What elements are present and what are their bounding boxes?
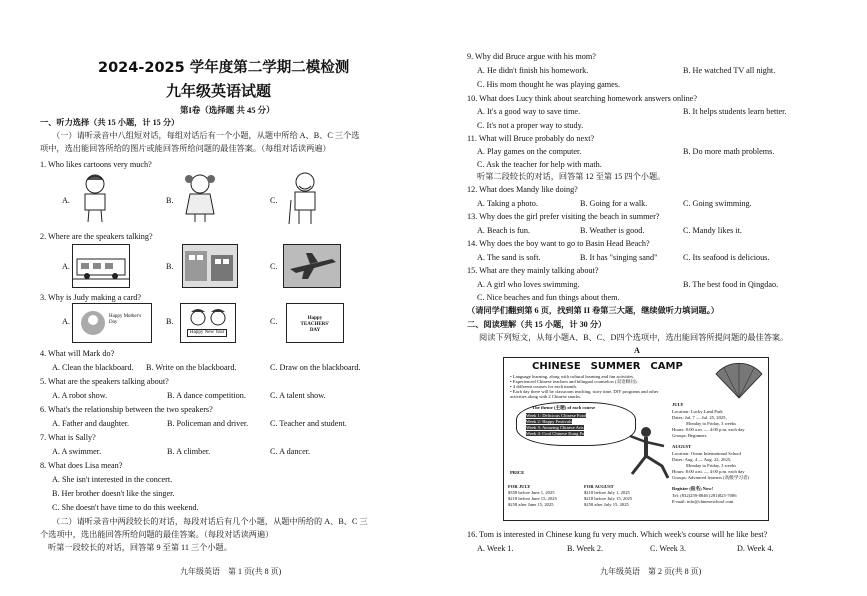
august-price-1: $218 before July 1, 2025 [584,490,630,495]
q16-option-a: A. Week 1. [477,544,514,553]
part2-intro: （二）请听录音中两段较长的对话，每段对话后有几个小题，从题中所给的 A、B、C 三 [52,517,368,526]
q12-option-a: A. Taking a photo. [477,199,538,208]
summer-camp-ad [503,357,769,521]
week-3: Week 3: Amazing Chinese Arts [526,425,584,430]
question-1: 1. Who likes cartoons very much? [40,160,152,169]
august-hours: Hours: 8:00 a.m. — 4:00 p.m. each day [672,469,745,474]
q8-option-a: A. She isn't interested in the concert. [52,475,173,484]
mothers-day-card-text: Happy Mother's Day [109,314,142,325]
part2-intro-2: 个选项中，选出能回答所给问题的最佳答案。（每段对话读两遍） [40,530,274,539]
chinese-fan-icon [714,360,764,400]
question-14: 14. Why does the boy want to go to Basin Head Beach? [467,239,650,248]
q11-option-a: A. Play games on the computer. [477,147,582,156]
question-15: 15. What are they mainly talking about? [467,266,599,275]
for-july-label: FOR JULY [508,484,531,489]
question-11: 11. What will Bruce probably do next? [467,134,595,143]
q7-option-c: C. A dancer. [270,447,311,456]
q8-option-b: B. Her brother doesn't like the singer. [52,489,175,498]
q2-label-c: C. [270,262,278,271]
turn-page-note: （请同学们翻到第 6 页，找到第 II 卷第三大题，继续做听力填词题。） [467,306,719,315]
question-3: 3. Why is Judy making a card? [40,293,142,302]
q9-option-c: C. His mom thought he was playing games. [477,80,621,89]
listening-heading: 一、听力选择（共 15 小题，计 15 分） [40,118,180,127]
market-street-image [182,244,238,288]
exam-main-title: 九年级英语试题 [166,82,272,100]
q14-option-c: C. Its seafood is delicious. [683,253,770,262]
july-label: JULY [672,402,684,407]
q7-option-b: B. A climber. [167,447,211,456]
part2-note-2: 听第二段较长的对话，回答第 12 至第 15 四个小题。 [477,172,666,181]
august-price-2: $218 before July 15, 2025 [584,496,633,501]
july-price-1: $358 before June 1, 2025 [508,490,555,495]
q14-option-b: B. It has "singing sand" [580,253,658,262]
q13-option-b: B. Weather is good. [580,226,645,235]
week-1: Week 1: Delicious Chinese Food [526,413,587,418]
july-hours: Hours: 8:00 a.m. — 4:00 p.m. each day [672,427,745,432]
q4-option-c: C. Draw on the blackboard. [270,363,361,372]
question-9: 9. Why did Bruce argue with his mom? [467,52,596,61]
part1-intro: （一）请听录音中八组短对话，每组对话后有一个小题，从题中所给 A、B、C 三个选 [52,131,360,140]
camp-bullet-4: • Each day there will be classroom teaching, story time, DIY programs and other [510,389,659,394]
kung-fu-figure-icon [624,424,672,482]
q4-option-b: B. Write on the blackboard. [146,363,237,372]
price-label: PRICE [510,470,525,475]
q3-label-b: B. [166,317,174,326]
q10-option-a: A. It's a good way to save time. [477,107,581,116]
reading-heading: 二、阅读理解（共 15 小题，计 30 分） [467,320,607,329]
teachers-day-card-text: Happy TEACHERS' DAY [300,316,330,333]
teachers-day-card-image [286,303,344,343]
airport-plane-image [283,244,341,288]
q11-option-c: C. Ask the teacher for help with math. [477,160,602,169]
reading-intro: 阅读下列短文，从每小题A、B、C、D四个选项中，选出能回答所提问题的最佳答案。 [479,333,789,342]
new-year-card-text: Happy New Year [187,329,227,337]
question-5: 5. What are the speakers talking about? [40,377,169,386]
q2-label-b: B. [166,262,174,271]
part2-note: 听第一段较长的对话，回答第 9 至第 11 三个小题。 [48,543,232,552]
camp-title: CHINESE SUMMER CAMP [532,361,683,372]
q10-option-b: B. It helps students learn better. [683,107,787,116]
august-location: Location: Ocean International School [672,451,742,456]
july-days: Monday to Friday, 3 weeks [686,421,737,426]
question-16: 16. Tom is interested in Chinese kung fu very much. Which week's course will he like best? [467,530,768,539]
july-location: Location: Lucky Land Park [672,409,723,414]
grandpa-figure-image [285,170,325,226]
q5-option-c: C. A talent show. [270,391,326,400]
camp-bullet-2: • Experienced Chinese teachers and bilingual counselors (双语顾问). [510,379,638,384]
q1-label-a: A. [62,196,70,205]
july-price-3: $258 after June 15, 2025 [508,502,554,507]
question-13: 13. Why does the girl prefer visiting the beach in summer? [467,212,660,221]
exam-year-title: 2024-2025 学年度第二学期二模检测 [98,60,350,76]
q6-option-c: C. Teacher and student. [270,419,347,428]
q15-option-b: B. The best food in Qingdao. [683,280,779,289]
q9-option-b: B. He watched TV all night. [683,66,776,75]
q1-label-c: C. [270,196,278,205]
for-august-label: FOR AUGUST [584,484,614,489]
question-8: 8. What does Lisa mean? [40,461,123,470]
passage-label: A [634,346,640,355]
theme-label: The theme (主题) of each course [532,405,596,410]
camp-bullet-3: • 4 different courses for each month. [510,384,577,389]
mothers-day-card-image [72,303,152,343]
question-4: 4. What will Mark do? [40,349,115,358]
question-10: 10. What does Lucy think about searching homework answers online? [467,94,697,103]
q8-option-c: C. She doesn't have time to do this weekend. [52,503,199,512]
july-groups: Groups: Beginners [672,433,707,438]
q15-option-a: A. A girl who loves swimming. [477,280,580,289]
girl-figure-image [180,172,220,224]
august-groups: Groups: Advanced learners (高级学习者) [672,475,750,480]
august-label: AUGUST [672,444,692,449]
q14-option-a: A. The sand is soft. [477,253,541,262]
footer-right: 九年级英语 第 2 页(共 8 页) [600,567,702,576]
august-days: Monday to Friday, 3 weeks [686,463,737,468]
july-dates: Dates: Jul. 7 — Jul. 25, 2025, [672,415,727,420]
q2-label-a: A. [62,262,70,271]
camp-bullet-1: • Language learning, along with cultural learning and fun activities. [510,374,635,379]
q7-option-a: A. A swimmer. [52,447,102,456]
camp-bullet-5: activities along with 2 Chinese snacks. [510,394,582,399]
q5-option-b: B. A dance competition. [167,391,246,400]
question-2: 2. Where are the speakers talking? [40,232,153,241]
q4-option-a: A. Clean the blackboard. [52,363,134,372]
part1-intro-2: 项中，选出能回答所给的图片或能回答所给问题的最佳答案。（每组对话读两遍） [40,144,331,153]
train-station-image [72,244,130,288]
week-4: Week 4: Cool Chinese Kung Fu [526,431,585,436]
week-2: Week 2: Happy Festivals [526,419,572,424]
q6-option-a: A. Father and daughter. [52,419,130,428]
question-7: 7. What is Sally? [40,433,96,442]
q16-option-d: D. Week 4. [737,544,774,553]
q16-option-c: C. Week 3. [650,544,687,553]
q13-option-c: C. Mandy likes it. [683,226,742,235]
question-6: 6. What's the relationship between the two speakers? [40,405,213,414]
q12-option-b: B. Going for a walk. [580,199,648,208]
july-price-2: $218 before June 15, 2025 [508,496,557,501]
q9-option-a: A. He didn't finish his homework. [477,66,589,75]
register-now: Register (报名) Now! [672,486,714,491]
question-12: 12. What does Mandy like doing? [467,185,578,194]
q12-option-c: C. Going swimming. [683,199,752,208]
q5-option-a: A. A robot show. [52,391,108,400]
q3-label-c: C. [270,317,278,326]
section-subtitle: 第I卷（选择题 共 45 分） [180,105,275,115]
contact-tel: Tel: (832)259-8846 (281)825-7006 [672,493,737,498]
q15-option-c: C. Nice beaches and fun things about them. [477,293,620,302]
new-year-card-image [180,303,236,343]
q6-option-b: B. Policeman and driver. [167,419,249,428]
august-price-3: $258 after July 15, 2025 [584,502,629,507]
q13-option-a: A. Beach is fun. [477,226,530,235]
q10-option-c: C. It's not a proper way to study. [477,121,584,130]
boy-figure-image [75,172,115,224]
august-dates: Dates: Aug. 4 — Aug. 22, 2025, [672,457,732,462]
q3-label-a: A. [62,317,70,326]
q16-option-b: B. Week 2. [567,544,604,553]
q11-option-b: B. Do more math problems. [683,147,775,156]
footer-left: 九年级英语 第 1 页(共 8 页) [180,567,282,576]
contact-email: E-mail: info@chineseschool.com [672,499,734,504]
q1-label-b: B. [166,196,174,205]
